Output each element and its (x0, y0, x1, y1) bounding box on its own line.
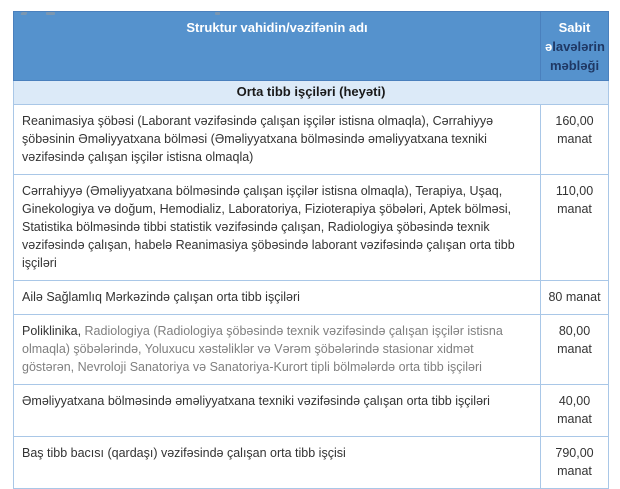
row-amount-cell: 110,00 manat (541, 175, 609, 281)
clipped-text-remnant (215, 12, 220, 15)
table-row (14, 315, 609, 385)
text-segment: Cərrahiyyə (Əməliyyatxana bölməsində çalışan işçilər istisna olmaqla), Terapiya, Uşaq, Ginekologiya və doğum, Hemodializ, Laboratoriya, Fizioterapiya şöbələri, Aptek bölməsi, Statistika bölməsində tibbi statistik vəzifəsində çalışan, Radiologiya şöbəsində texnik vəzifəsində çalışan, habelə Reanimasiya şöbəsində laborant vəzifəsində çalışan orta tibb işçiləri (22, 184, 515, 270)
text-segment: Reanimasiya şöbəsi (Laborant vəzifəsində çalışan işçilər istisna olmaqla), Cərrahiyyə şöbəsinin Əməliyyatxana bölməsi (Əməliyyatxana bölməsində əməliyyatxana texniki vəzifəsində çalışan işçilər istisna olmaqla) (22, 114, 494, 164)
table-row (14, 175, 609, 281)
row-name-cell (14, 281, 541, 315)
row-amount-cell: 80,00 manat (541, 315, 609, 385)
row-name-cell (14, 105, 541, 175)
table-row (14, 385, 609, 437)
text-segment: Radiologiya (Radiologiya şöbəsində texnik vəzifəsində çalışan işçilər istisna olmaqla) şöbələrində, Yoluxucu xəstəliklər və Vərəm şöbələrində stasionar xidmət göstərən, Nevroloji Sanatoriya və Sanatoriya-Kurort tipli bölmələrdə orta tibb işçiləri (22, 324, 503, 374)
row-amount-cell: 40,00 manat (541, 385, 609, 437)
row-name-cell (14, 437, 541, 489)
amount-column-header (541, 12, 609, 81)
row-amount-cell: 790,00 manat (541, 437, 609, 489)
text-segment: Baş tibb bacısı (qardaşı) vəzifəsində çalışan orta tibb işçisi (22, 446, 346, 460)
text-segment: Poliklinika, (22, 324, 85, 338)
row-name-cell (14, 385, 541, 437)
text-segment: məbləği (549, 58, 600, 73)
section-header: Orta tibb işçiləri (heyəti) (14, 81, 609, 105)
row-name-cell (14, 315, 541, 385)
table-header (14, 12, 609, 81)
clipped-text-remnant (46, 12, 55, 15)
name-column-header: Struktur vahidin/vəzifənin adı (14, 12, 541, 81)
row-amount-cell: 160,00 manat (541, 105, 609, 175)
salary-supplements-table (13, 11, 609, 489)
table-row (14, 437, 609, 489)
text-segment: Sabit (558, 20, 591, 35)
table-body (14, 105, 609, 489)
text-segment: Əməliyyatxana bölməsində əməliyyatxana texniki vəzifəsində çalışan orta tibb işçiləri (22, 394, 490, 408)
table-row (14, 281, 609, 315)
text-segment: Ailə Sağlamlıq Mərkəzində çalışan orta tibb işçiləri (22, 290, 300, 304)
text-segment: ə (545, 39, 553, 54)
text-segment: lavələrin (552, 39, 605, 54)
table-row (14, 105, 609, 175)
row-amount-cell: 80 manat (541, 281, 609, 315)
row-name-cell (14, 175, 541, 281)
